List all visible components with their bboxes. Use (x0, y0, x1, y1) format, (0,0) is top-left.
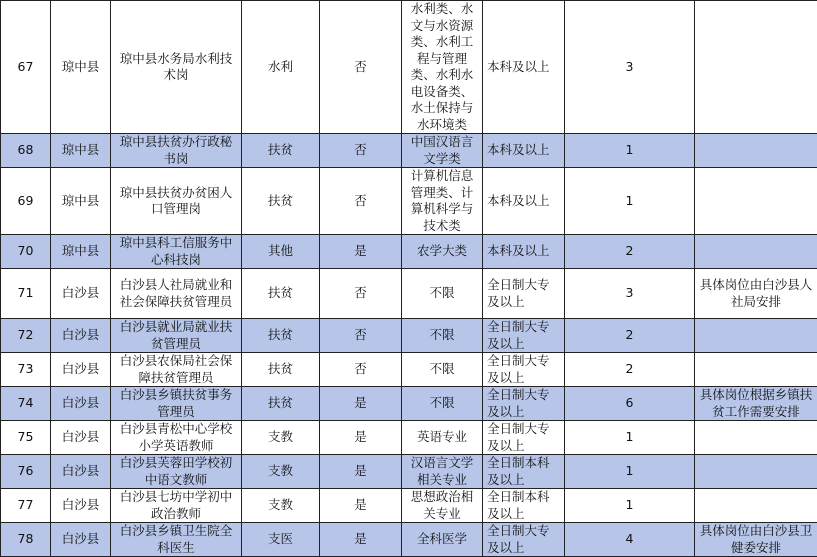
row-number-cell: 67 (1, 1, 51, 134)
education-cell: 全日制大专及以上 (483, 269, 565, 319)
category-cell: 扶贫 (242, 134, 320, 168)
note-cell: 具体岗位由白沙县卫健委安排 (695, 523, 817, 557)
row-number-cell: 73 (1, 353, 51, 387)
category-cell: 支教 (242, 455, 320, 489)
major-cell: 不限 (402, 269, 483, 319)
county-cell: 白沙县 (51, 455, 111, 489)
table-row (1, 319, 817, 353)
table-row (1, 421, 817, 455)
county-cell: 琼中县 (51, 1, 111, 134)
county-cell: 白沙县 (51, 523, 111, 557)
yes-no-cell: 否 (320, 319, 402, 353)
education-cell: 本科及以上 (483, 1, 565, 134)
row-number-cell: 77 (1, 489, 51, 523)
yes-no-cell: 是 (320, 421, 402, 455)
note-cell (695, 319, 817, 353)
county-cell: 白沙县 (51, 319, 111, 353)
education-cell: 全日制大专及以上 (483, 319, 565, 353)
headcount-cell: 1 (565, 168, 695, 235)
county-cell: 琼中县 (51, 134, 111, 168)
row-number-cell: 76 (1, 455, 51, 489)
education-cell: 全日制大专及以上 (483, 523, 565, 557)
note-cell (695, 353, 817, 387)
table-row (1, 353, 817, 387)
headcount-cell: 2 (565, 235, 695, 269)
category-cell: 扶贫 (242, 353, 320, 387)
table-row (1, 387, 817, 421)
major-cell: 不限 (402, 319, 483, 353)
category-cell: 扶贫 (242, 387, 320, 421)
table-row (1, 455, 817, 489)
row-number-cell: 70 (1, 235, 51, 269)
position-name-cell: 琼中县科工信服务中心科技岗 (111, 235, 242, 269)
yes-no-cell: 否 (320, 168, 402, 235)
note-cell (695, 455, 817, 489)
table-row (1, 168, 817, 235)
position-name-cell: 白沙县芙蓉田学校初中语文教师 (111, 455, 242, 489)
county-cell: 琼中县 (51, 235, 111, 269)
county-cell: 琼中县 (51, 168, 111, 235)
education-cell: 全日制大专及以上 (483, 421, 565, 455)
note-cell: 具体岗位根据乡镇扶贫工作需要安排 (695, 387, 817, 421)
headcount-cell: 3 (565, 269, 695, 319)
category-cell: 支医 (242, 523, 320, 557)
yes-no-cell: 否 (320, 353, 402, 387)
major-cell: 农学大类 (402, 235, 483, 269)
row-number-cell: 75 (1, 421, 51, 455)
education-cell: 本科及以上 (483, 134, 565, 168)
note-cell (695, 421, 817, 455)
headcount-cell: 2 (565, 353, 695, 387)
table-row (1, 489, 817, 523)
position-name-cell: 白沙县就业局就业扶贫管理员 (111, 319, 242, 353)
major-cell: 中国汉语言文学类 (402, 134, 483, 168)
headcount-cell: 1 (565, 134, 695, 168)
county-cell: 白沙县 (51, 421, 111, 455)
yes-no-cell: 是 (320, 455, 402, 489)
county-cell: 白沙县 (51, 353, 111, 387)
yes-no-cell: 是 (320, 523, 402, 557)
category-cell: 其他 (242, 235, 320, 269)
major-cell: 汉语言文学相关专业 (402, 455, 483, 489)
position-name-cell: 白沙县农保局社会保障扶贫管理员 (111, 353, 242, 387)
position-name-cell: 白沙县青松中心学校小学英语教师 (111, 421, 242, 455)
note-cell (695, 1, 817, 134)
row-number-cell: 74 (1, 387, 51, 421)
education-cell: 全日制大专及以上 (483, 387, 565, 421)
table-row (1, 269, 817, 319)
yes-no-cell: 是 (320, 235, 402, 269)
note-cell (695, 134, 817, 168)
county-cell: 白沙县 (51, 387, 111, 421)
note-cell (695, 235, 817, 269)
county-cell: 白沙县 (51, 489, 111, 523)
major-cell: 不限 (402, 387, 483, 421)
position-name-cell: 琼中县扶贫办贫困人口管理岗 (111, 168, 242, 235)
table-row (1, 235, 817, 269)
yes-no-cell: 是 (320, 489, 402, 523)
row-number-cell: 69 (1, 168, 51, 235)
row-number-cell: 68 (1, 134, 51, 168)
major-cell: 英语专业 (402, 421, 483, 455)
position-name-cell: 琼中县水务局水利技术岗 (111, 1, 242, 134)
note-cell (695, 168, 817, 235)
row-number-cell: 72 (1, 319, 51, 353)
education-cell: 全日制本科及以上 (483, 455, 565, 489)
yes-no-cell: 否 (320, 1, 402, 134)
row-number-cell: 78 (1, 523, 51, 557)
education-cell: 本科及以上 (483, 168, 565, 235)
headcount-cell: 3 (565, 1, 695, 134)
row-number-cell: 71 (1, 269, 51, 319)
yes-no-cell: 是 (320, 387, 402, 421)
education-cell: 本科及以上 (483, 235, 565, 269)
note-cell (695, 489, 817, 523)
headcount-cell: 6 (565, 387, 695, 421)
table-body (1, 1, 817, 557)
table-row (1, 1, 817, 134)
category-cell: 扶贫 (242, 269, 320, 319)
headcount-cell: 1 (565, 421, 695, 455)
headcount-cell: 4 (565, 523, 695, 557)
headcount-cell: 1 (565, 455, 695, 489)
position-name-cell: 琼中县扶贫办行政秘书岗 (111, 134, 242, 168)
major-cell: 不限 (402, 353, 483, 387)
table-row (1, 523, 817, 557)
category-cell: 支教 (242, 421, 320, 455)
education-cell: 全日制大专及以上 (483, 353, 565, 387)
major-cell: 思想政治相关专业 (402, 489, 483, 523)
table-row (1, 134, 817, 168)
position-name-cell: 白沙县乡镇卫生院全科医生 (111, 523, 242, 557)
major-cell: 水利类、水文与水资源类、水利工程与管理类、水利水电设备类、水土保持与水环境类 (402, 1, 483, 134)
headcount-cell: 1 (565, 489, 695, 523)
county-cell: 白沙县 (51, 269, 111, 319)
major-cell: 全科医学 (402, 523, 483, 557)
yes-no-cell: 否 (320, 269, 402, 319)
position-name-cell: 白沙县人社局就业和社会保障扶贫管理员 (111, 269, 242, 319)
position-name-cell: 白沙县七坊中学初中政治教师 (111, 489, 242, 523)
category-cell: 扶贫 (242, 168, 320, 235)
category-cell: 水利 (242, 1, 320, 134)
category-cell: 扶贫 (242, 319, 320, 353)
position-name-cell: 白沙县乡镇扶贫事务管理员 (111, 387, 242, 421)
yes-no-cell: 否 (320, 134, 402, 168)
major-cell: 计算机信息管理类、计算机科学与技术类 (402, 168, 483, 235)
education-cell: 全日制本科及以上 (483, 489, 565, 523)
headcount-cell: 2 (565, 319, 695, 353)
note-cell: 具体岗位由白沙县人社局安排 (695, 269, 817, 319)
category-cell: 支教 (242, 489, 320, 523)
